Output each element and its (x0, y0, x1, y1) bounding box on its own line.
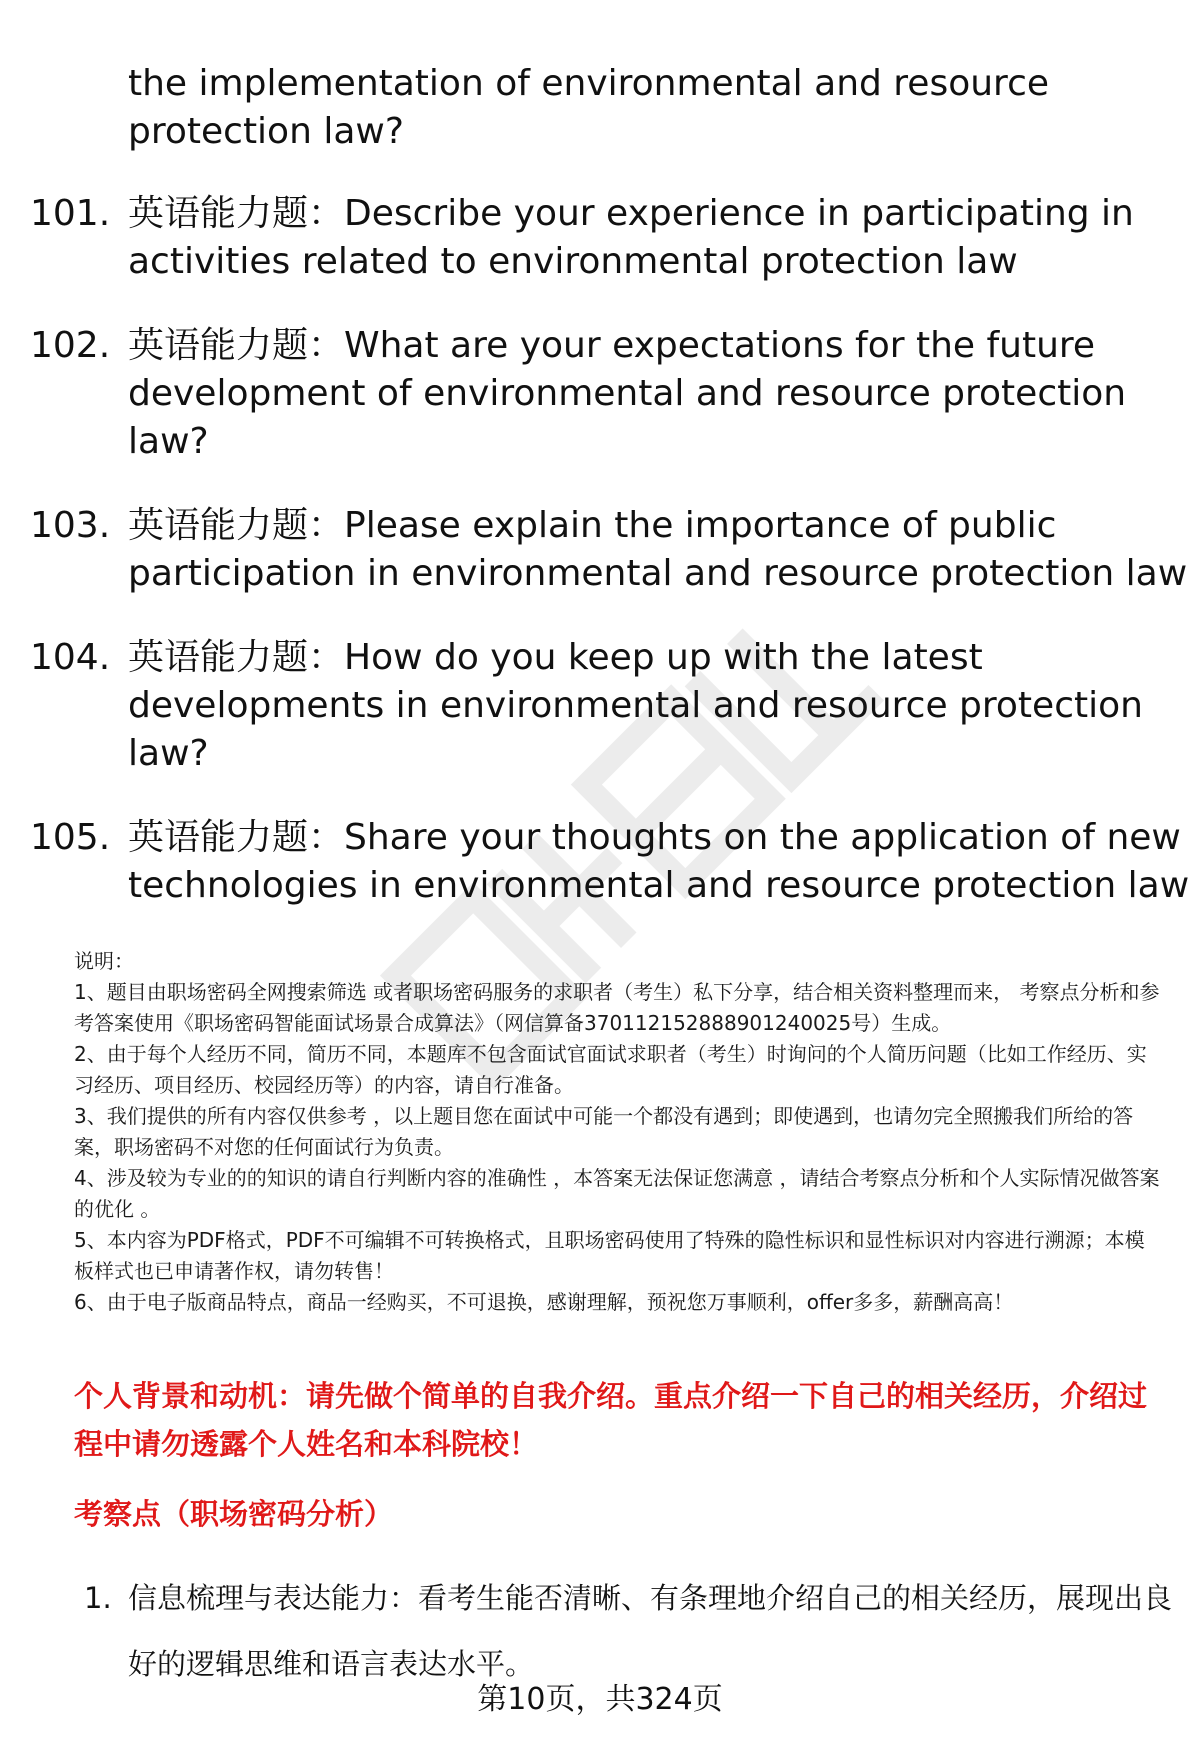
question-number: 105. (30, 817, 111, 858)
question-text: 英语能力题：How do you keep up with the latest developments in environmental and resource protection law? (128, 637, 1143, 774)
note-item: 1、题目由职场密码全网搜索筛选 或者职场密码服务的求职者（考生）私下分享，结合相关资料整理而来， 考察点分析和参考答案使用《职场密码智能面试场景合成算法》（网信算备370112152888901240025号）生成。 (74, 980, 1160, 1035)
question-number: 104. (30, 637, 111, 678)
question-text: 英语能力题：What are your expectations for the future development of environmental and resource protection law? (128, 325, 1127, 462)
note-item: 4、涉及较为专业的的知识的请自行判断内容的准确性 ，本答案无法保证您满意 ，请结合考察点分析和个人实际情况做答案的优化 。 (74, 1166, 1160, 1221)
question-item (30, 322, 1190, 466)
question-number: 101. (30, 193, 111, 234)
analysis-number: 1. (84, 1581, 112, 1615)
note-item: 6、由于电子版商品特点，商品一经购买，不可退换，感谢理解，预祝您万事顺利，offer多多，薪酬高高！ (74, 1290, 1014, 1314)
question-item (30, 190, 1190, 286)
question-text: 英语能力题：Share your thoughts on the application of new technologies in environmental and resource protection law (128, 817, 1190, 906)
question-number: 102. (30, 325, 111, 366)
note-item: 5、本内容为PDF格式，PDF不可编辑不可转换格式，且职场密码使用了特殊的隐性标识和显性标识对内容进行溯源；本模板样式也已申请著作权，请勿转售！ (74, 1228, 1145, 1283)
question-list (30, 190, 1190, 946)
question-item (30, 814, 1190, 910)
question-continuation: the implementation of environmental and resource protection law? (128, 63, 1050, 152)
question-text: 英语能力题：Please explain the importance of public participation in environmental and resource protection law (128, 505, 1188, 594)
page-footer: 第10页，共324页 (477, 1682, 723, 1717)
analysis-text: 信息梳理与表达能力：看考生能否清晰、有条理地介绍自己的相关经历，展现出良好的逻辑思维和语言表达水平。 (128, 1581, 1173, 1681)
question-text: 英语能力题：Describe your experience in participating in activities related to environmental protection law (128, 193, 1134, 282)
note-item: 3、我们提供的所有内容仅供参考 ，以上题目您在面试中可能一个都没有遇到；即使遇到，也请勿完全照搬我们所给的答案，职场密码不对您的任何面试行为负责。 (74, 1104, 1134, 1159)
question-number: 103. (30, 505, 111, 546)
disclaimer-notes (74, 946, 1164, 1318)
question-item (30, 634, 1190, 778)
question-item (30, 502, 1190, 598)
note-item: 2、由于每个人经历不同，简历不同，本题库不包含面试官面试求职者（考生）时询问的个人简历问题（比如工作经历、实习经历、项目经历、校园经历等）的内容，请自行准备。 (74, 1042, 1147, 1097)
notes-heading: 说明： (74, 949, 134, 973)
intro-question: 个人背景和动机：请先做个简单的自我介绍。重点介绍一下自己的相关经历，介绍过程中请勿透露个人姓名和本科院校！ (74, 1379, 1148, 1461)
analysis-heading: 考察点（职场密码分析） (74, 1497, 394, 1531)
